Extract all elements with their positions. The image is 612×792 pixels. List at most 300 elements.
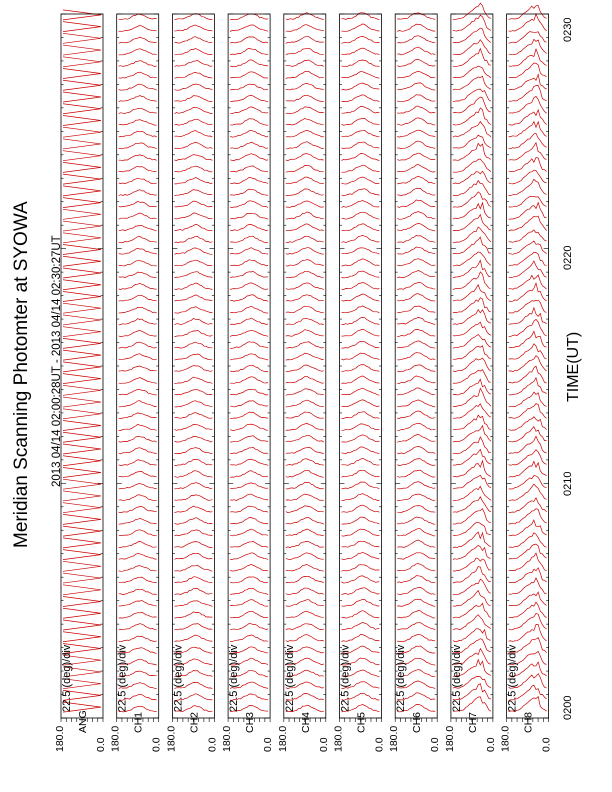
trace-ch3-38 xyxy=(230,260,268,266)
trace-ch7-40 xyxy=(453,227,491,243)
trace-ch3-51 xyxy=(230,107,268,114)
panel-scale-label: 22.5 (deg)/div xyxy=(61,644,73,712)
trace-ch1-20 xyxy=(119,472,157,478)
trace-ch2-17 xyxy=(174,506,212,512)
trace-ch7-51 xyxy=(453,97,491,113)
panel-scale-label: 22.5 (deg)/div xyxy=(395,644,408,712)
trace-ch6-46 xyxy=(397,165,435,173)
trace-ch5-40 xyxy=(342,235,380,242)
trace-ch6-35 xyxy=(397,294,435,301)
trace-ch2-18 xyxy=(174,495,212,501)
trace-ch1-13 xyxy=(119,554,157,560)
trace-ch3-36 xyxy=(230,283,268,290)
trace-ch6-54 xyxy=(397,71,435,78)
y-tick-bottom: 0.0 xyxy=(206,737,219,752)
trace-ch1-8 xyxy=(119,612,157,618)
trace-ch6-44 xyxy=(397,188,435,195)
trace-ch3-58 xyxy=(230,25,268,32)
trace-ch3-39 xyxy=(230,248,268,254)
trace-ch6-23 xyxy=(397,434,435,442)
trace-ch6-27 xyxy=(397,388,435,395)
trace-ch2-7 xyxy=(174,624,212,630)
trace-ch6-22 xyxy=(397,447,435,454)
trace-ch4-48 xyxy=(286,142,324,149)
x-axis-label: TIME(UT) xyxy=(565,331,582,402)
trace-ch5-27 xyxy=(342,388,380,395)
trace-ch5-33 xyxy=(342,317,380,324)
trace-ch1-48 xyxy=(119,143,157,149)
trace-ang-16 xyxy=(63,514,101,524)
trace-ch1-27 xyxy=(119,389,157,395)
trace-ch4-58 xyxy=(286,25,324,32)
trace-ch2-27 xyxy=(174,390,212,395)
trace-ang-33 xyxy=(63,315,101,325)
trace-ch6-26 xyxy=(397,400,435,407)
panel-frame-ch6 xyxy=(395,14,437,718)
trace-ang-31 xyxy=(63,338,101,348)
trace-ang-52 xyxy=(63,92,101,102)
trace-ch4-45 xyxy=(286,177,324,184)
trace-ch4-24 xyxy=(286,423,324,430)
trace-ch2-41 xyxy=(174,224,212,230)
trace-ch3-14 xyxy=(230,541,268,547)
trace-ch2-56 xyxy=(174,49,212,55)
trace-ch6-56 xyxy=(397,47,435,55)
trace-ch1-52 xyxy=(119,96,157,102)
trace-ch3-28 xyxy=(230,377,268,384)
trace-ch7-15 xyxy=(453,522,491,535)
trace-ch6-40 xyxy=(397,235,435,242)
trace-ch2-52 xyxy=(174,96,212,102)
trace-ch4-38 xyxy=(286,260,324,267)
trace-ch3-41 xyxy=(230,224,268,230)
trace-ch2-35 xyxy=(174,295,212,301)
trace-ch2-11 xyxy=(174,577,212,583)
trace-ch1-42 xyxy=(119,213,157,219)
trace-ch4-11 xyxy=(286,576,324,583)
trace-ang-32 xyxy=(63,327,101,337)
trace-ch6-19 xyxy=(397,482,435,489)
trace-ch2-37 xyxy=(174,272,212,278)
trace-ch1-10 xyxy=(119,589,157,594)
trace-ch6-32 xyxy=(397,329,435,336)
trace-ang-14 xyxy=(63,538,101,548)
trace-ch4-33 xyxy=(286,318,324,325)
trace-ch7-29 xyxy=(453,358,491,372)
trace-ch1-45 xyxy=(119,178,157,184)
trace-ch5-56 xyxy=(342,48,380,55)
trace-ch5-14 xyxy=(342,541,380,547)
trace-ch4-19 xyxy=(286,482,324,489)
trace-ch4-7 xyxy=(286,624,324,630)
trace-ch6-47 xyxy=(397,153,435,160)
y-tick-bottom: 0.0 xyxy=(484,737,497,752)
trace-ch3-24 xyxy=(230,424,268,430)
trace-ch2-22 xyxy=(174,448,212,454)
trace-ch6-42 xyxy=(397,211,435,219)
trace-ch1-54 xyxy=(119,72,157,78)
trace-ch8-18 xyxy=(509,484,547,501)
y-tick-top: 180.0 xyxy=(109,725,122,752)
y-tick-bottom: 0.0 xyxy=(373,737,386,752)
panel-ylabel: ANG xyxy=(77,710,89,733)
trace-ch1-12 xyxy=(119,566,157,572)
trace-ang-34 xyxy=(63,303,101,313)
trace-ch6-8 xyxy=(397,611,435,619)
trace-ch1-18 xyxy=(119,495,157,501)
trace-ch7-10 xyxy=(453,579,491,595)
trace-ch5-35 xyxy=(342,294,380,301)
trace-ch4-39 xyxy=(286,248,324,255)
trace-ch2-39 xyxy=(174,248,212,255)
trace-ch5-30 xyxy=(342,353,380,360)
panel-ylabel: CH4 xyxy=(299,711,312,733)
trace-ch7-35 xyxy=(453,285,491,301)
panel-ylabel: CH6 xyxy=(411,711,424,733)
trace-ang-47 xyxy=(63,151,101,161)
panel-frame-ch2 xyxy=(172,14,214,718)
trace-ch1-28 xyxy=(119,378,157,384)
trace-ch4-34 xyxy=(286,306,324,313)
trace-ch5-32 xyxy=(342,329,380,336)
trace-ch3-42 xyxy=(230,213,268,219)
trace-ch4-29 xyxy=(286,365,324,371)
trace-ang-12 xyxy=(63,561,101,571)
trace-ch5-25 xyxy=(342,412,380,419)
trace-ch4-40 xyxy=(286,236,324,243)
trace-ang-57 xyxy=(63,33,101,43)
trace-ch3-59 xyxy=(230,14,268,20)
trace-ch1-49 xyxy=(119,131,157,137)
trace-ch2-29 xyxy=(174,366,212,372)
trace-ch2-8 xyxy=(174,612,212,618)
trace-ch7-26 xyxy=(453,388,491,406)
trace-ch4-17 xyxy=(286,506,324,513)
trace-ch4-6 xyxy=(286,635,324,642)
trace-ch1-31 xyxy=(119,342,157,348)
trace-ch8-15 xyxy=(509,520,547,536)
trace-ch4-36 xyxy=(286,283,324,290)
trace-ch7-49 xyxy=(453,122,491,138)
trace-ch6-33 xyxy=(397,317,435,324)
trace-ch5-23 xyxy=(342,435,380,442)
trace-ch4-16 xyxy=(286,517,324,524)
trace-ch5-26 xyxy=(342,400,380,407)
trace-ch8-23 xyxy=(509,427,547,442)
trace-ch3-9 xyxy=(230,600,268,607)
trace-ch4-8 xyxy=(286,611,324,618)
trace-ang-13 xyxy=(63,550,101,560)
trace-ch2-58 xyxy=(174,25,212,31)
trace-ch8-35 xyxy=(509,283,547,301)
panel-ylabel: CH3 xyxy=(244,711,257,733)
x-tick-label-0200: 0200 xyxy=(562,695,574,720)
trace-ch5-28 xyxy=(342,376,380,384)
trace-ch4-10 xyxy=(286,588,324,594)
trace-ch5-7 xyxy=(342,622,380,629)
panel-ang xyxy=(61,10,103,722)
trace-ch3-55 xyxy=(230,60,268,67)
trace-ch5-24 xyxy=(342,424,380,431)
trace-ch3-7 xyxy=(230,624,268,630)
trace-ch7-54 xyxy=(453,66,491,78)
panel-scale-label: 22.5 (deg)/div xyxy=(506,644,519,712)
panel-ylabel: CH1 xyxy=(132,711,145,733)
trace-ch5-16 xyxy=(342,517,380,524)
trace-ang-59 xyxy=(63,10,101,20)
trace-ch8-25 xyxy=(509,404,547,419)
trace-ang-58 xyxy=(63,22,101,32)
trace-ch2-34 xyxy=(174,307,212,313)
x-tick-label-0210: 0210 xyxy=(562,471,574,496)
trace-ch8-32 xyxy=(509,319,547,336)
trace-ch8-22 xyxy=(509,436,547,454)
trace-ch6-17 xyxy=(397,506,435,513)
trace-ch8-27 xyxy=(509,378,547,395)
trace-ch4-53 xyxy=(286,83,324,90)
trace-ch8-54 xyxy=(509,63,547,78)
trace-ch8-20 xyxy=(509,461,547,477)
trace-ch7-13 xyxy=(453,545,491,559)
trace-ch1-22 xyxy=(119,448,157,454)
y-tick-top: 180.0 xyxy=(276,725,289,752)
trace-ch1-58 xyxy=(119,25,157,31)
trace-ch2-59 xyxy=(174,14,212,20)
trace-ch7-9 xyxy=(453,591,491,607)
trace-ch2-44 xyxy=(174,190,212,196)
trace-ch4-26 xyxy=(286,400,324,407)
y-tick-bottom: 0.0 xyxy=(317,737,330,752)
trace-ch8-10 xyxy=(509,578,547,594)
trace-ch2-49 xyxy=(174,130,212,137)
trace-ch1-41 xyxy=(119,225,157,231)
trace-ch1-7 xyxy=(119,624,157,630)
trace-ch3-21 xyxy=(230,460,268,466)
trace-ch6-21 xyxy=(397,459,435,466)
trace-ch8-40 xyxy=(509,230,547,242)
trace-ch2-33 xyxy=(174,318,212,324)
trace-ch3-22 xyxy=(230,447,268,453)
trace-ch2-16 xyxy=(174,518,212,524)
trace-ch4-32 xyxy=(286,330,324,337)
trace-ch5-39 xyxy=(342,248,380,254)
trace-ch5-17 xyxy=(342,505,380,512)
trace-ch1-33 xyxy=(119,319,157,325)
trace-ch1-59 xyxy=(119,14,157,20)
trace-ch6-37 xyxy=(397,270,435,277)
trace-ch8-6 xyxy=(509,625,547,642)
trace-ang-54 xyxy=(63,69,101,79)
trace-ch4-55 xyxy=(286,60,324,66)
trace-ch2-14 xyxy=(174,542,212,548)
trace-ch8-53 xyxy=(509,75,547,90)
trace-ch1-53 xyxy=(119,84,157,90)
trace-ch6-57 xyxy=(397,36,435,43)
trace-ch4-56 xyxy=(286,48,324,55)
trace-ang-23 xyxy=(63,432,101,442)
trace-ch2-21 xyxy=(174,459,212,465)
panel-ch3 xyxy=(228,14,270,722)
trace-ch2-53 xyxy=(174,84,212,90)
trace-ch4-21 xyxy=(286,459,324,466)
panel-ch7 xyxy=(451,3,493,722)
trace-ch3-8 xyxy=(230,611,268,618)
trace-ch4-18 xyxy=(286,494,324,500)
trace-ch7-6 xyxy=(453,629,491,642)
trace-ch5-37 xyxy=(342,271,380,278)
trace-ch4-37 xyxy=(286,271,324,278)
panel-ylabel: CH8 xyxy=(522,711,535,733)
trace-ch1-43 xyxy=(119,201,157,207)
trace-ch6-12 xyxy=(397,564,435,571)
trace-ang-53 xyxy=(63,80,101,90)
trace-ch5-57 xyxy=(342,36,380,43)
trace-ch2-48 xyxy=(174,142,212,148)
trace-ch2-57 xyxy=(174,37,212,44)
trace-ch4-13 xyxy=(286,553,324,560)
y-tick-bottom: 0.0 xyxy=(262,737,275,752)
trace-ch7-11 xyxy=(453,567,491,583)
trace-ch8-28 xyxy=(509,366,547,383)
trace-ch8-38 xyxy=(509,252,547,266)
trace-ch5-36 xyxy=(342,283,380,290)
y-tick-top: 180.0 xyxy=(443,725,456,752)
trace-ch1-25 xyxy=(119,413,157,419)
trace-ch6-29 xyxy=(397,365,435,372)
trace-ch3-12 xyxy=(230,564,268,571)
trace-ang-41 xyxy=(63,221,101,231)
trace-ch8-52 xyxy=(509,86,547,102)
trace-ch4-54 xyxy=(286,71,324,78)
trace-ch5-31 xyxy=(342,341,380,348)
trace-ch5-54 xyxy=(342,72,380,79)
trace-ch6-18 xyxy=(397,494,435,500)
trace-ch7-45 xyxy=(453,171,491,183)
trace-ch4-57 xyxy=(286,37,324,44)
trace-ang-38 xyxy=(63,256,101,266)
trace-ch6-38 xyxy=(397,259,435,266)
trace-ch4-42 xyxy=(286,212,324,219)
trace-ch8-29 xyxy=(509,356,547,372)
trace-ch5-34 xyxy=(342,306,380,313)
trace-ang-20 xyxy=(63,467,101,477)
trace-ch1-11 xyxy=(119,577,157,583)
trace-ch3-20 xyxy=(230,471,268,478)
trace-ch8-47 xyxy=(509,143,547,160)
trace-ch3-57 xyxy=(230,37,268,43)
trace-ch1-23 xyxy=(119,437,157,443)
trace-ang-42 xyxy=(63,209,101,219)
trace-ch3-34 xyxy=(230,306,268,313)
trace-ch6-30 xyxy=(397,353,435,360)
trace-ch1-57 xyxy=(119,37,157,43)
trace-ch1-56 xyxy=(119,49,157,55)
trace-ang-29 xyxy=(63,362,101,372)
trace-ch1-50 xyxy=(119,120,157,126)
trace-ch7-43 xyxy=(453,192,491,207)
trace-ch3-54 xyxy=(230,72,268,78)
trace-ch3-53 xyxy=(230,84,268,90)
trace-ch5-42 xyxy=(342,212,380,219)
trace-ch5-51 xyxy=(342,107,380,114)
trace-ch3-46 xyxy=(230,166,268,172)
trace-ch1-9 xyxy=(119,601,157,607)
trace-ch1-24 xyxy=(119,424,157,430)
trace-ch6-51 xyxy=(397,106,435,113)
trace-ang-9 xyxy=(63,597,101,607)
trace-ch2-54 xyxy=(174,72,212,78)
trace-ch1-39 xyxy=(119,248,157,254)
trace-ch3-11 xyxy=(230,577,268,583)
trace-ch5-29 xyxy=(342,365,380,372)
trace-ch6-39 xyxy=(397,247,435,254)
trace-ch5-12 xyxy=(342,565,380,572)
trace-ch3-44 xyxy=(230,189,268,195)
panel-ch2 xyxy=(172,14,214,722)
trace-ch3-50 xyxy=(230,119,268,126)
trace-ch5-9 xyxy=(342,600,380,607)
trace-ang-26 xyxy=(63,397,101,407)
trace-ch6-50 xyxy=(397,118,435,125)
trace-ch8-11 xyxy=(509,568,547,583)
panel-scale-label: 22.5 (deg)/div xyxy=(450,644,463,712)
trace-ch6-45 xyxy=(397,176,435,184)
trace-ang-50 xyxy=(63,115,101,125)
trace-ch3-43 xyxy=(230,201,268,208)
trace-ch1-34 xyxy=(119,307,157,313)
trace-ch7-27 xyxy=(453,379,491,395)
trace-ch2-24 xyxy=(174,424,212,430)
trace-ch3-40 xyxy=(230,236,268,242)
trace-ch7-22 xyxy=(453,437,491,454)
trace-ch5-22 xyxy=(342,447,380,454)
trace-ch6-49 xyxy=(397,130,435,137)
trace-ch6-14 xyxy=(397,540,435,547)
trace-ch6-20 xyxy=(397,470,435,477)
trace-ch3-19 xyxy=(230,483,268,489)
y-tick-top: 180.0 xyxy=(388,725,401,752)
trace-ch6-13 xyxy=(397,553,435,559)
trace-ch6-28 xyxy=(397,376,435,384)
trace-ch1-32 xyxy=(119,331,157,337)
trace-ch3-35 xyxy=(230,295,268,302)
trace-ch7-37 xyxy=(453,260,491,277)
trace-ch4-22 xyxy=(286,448,324,454)
chart-subtitle: 2013 04/14 02:00:28UT - 2013 04/14 02:30:27UT xyxy=(51,235,63,487)
trace-ch2-15 xyxy=(174,530,212,536)
trace-ch8-51 xyxy=(509,96,547,113)
y-tick-top: 180.0 xyxy=(165,725,178,752)
trace-ang-19 xyxy=(63,479,101,489)
trace-ang-7 xyxy=(63,620,101,630)
y-tick-bottom: 0.0 xyxy=(429,737,442,752)
trace-ch4-15 xyxy=(286,529,324,536)
trace-ch1-17 xyxy=(119,507,157,513)
trace-ch8-16 xyxy=(509,509,547,524)
trace-ch6-34 xyxy=(397,306,435,313)
trace-ch8-44 xyxy=(509,179,547,195)
trace-ch3-52 xyxy=(230,95,268,101)
trace-ang-6 xyxy=(63,632,101,642)
trace-ch2-20 xyxy=(174,471,212,478)
trace-ch2-12 xyxy=(174,565,212,571)
trace-ch8-31 xyxy=(509,331,547,348)
trace-ch5-46 xyxy=(342,165,380,172)
trace-ang-39 xyxy=(63,245,101,255)
trace-ch7-47 xyxy=(453,143,491,160)
trace-ch8-7 xyxy=(509,614,547,630)
trace-ch2-28 xyxy=(174,377,212,384)
